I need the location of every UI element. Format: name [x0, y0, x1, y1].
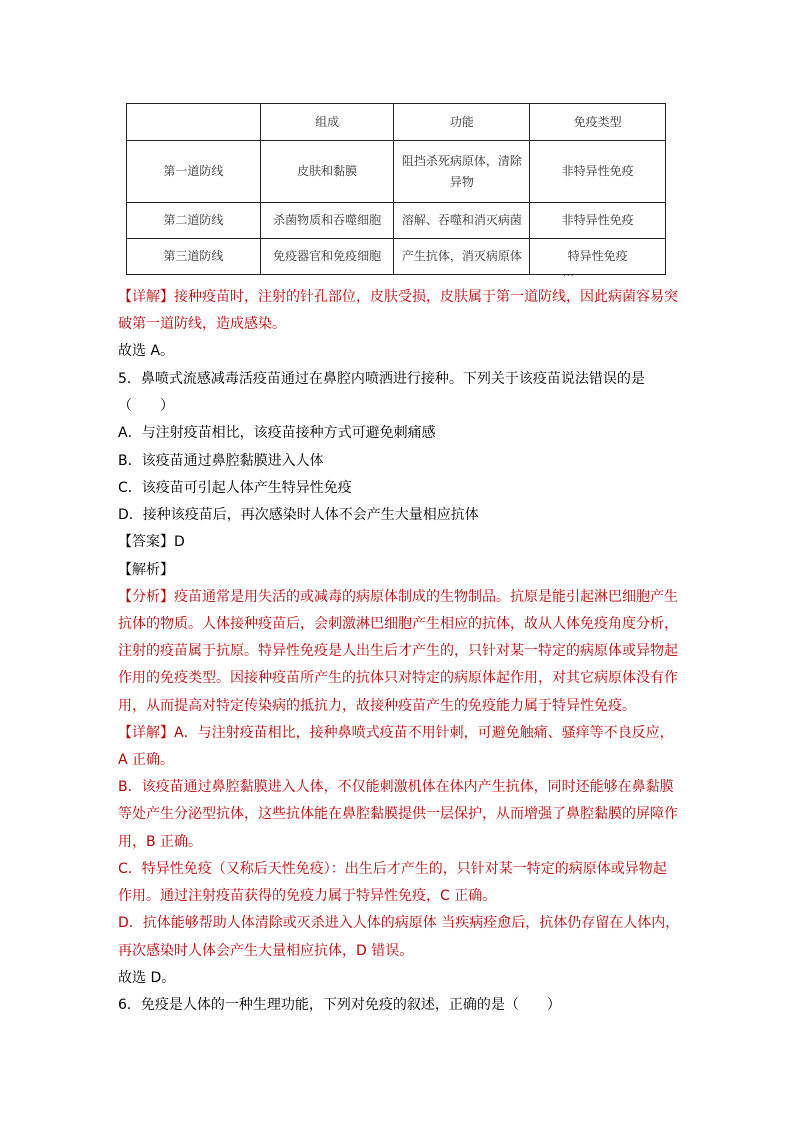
detail-tag: 【详解】	[118, 289, 174, 305]
table-row	[127, 203, 666, 239]
table-cell: 溶解、吞噬和消灭病菌	[394, 203, 530, 239]
q5-answer: 【答案】D	[118, 534, 185, 550]
q5-detail-line: 作用。通过注射疫苗获得的免疫力属于特异性免疫，C 正确。	[118, 888, 497, 904]
q5-detail-line: D．抗体能够帮助人体清除或灭杀进入人体的病原体 当疾病痊愈后，抗体仍存留在人体内，	[118, 915, 680, 931]
q5-detail-line: 等处产生分泌型抗体，这些抗体能在鼻腔黏膜提供一层保护，从而增强了鼻腔黏膜的屏障作	[118, 806, 678, 822]
q5-detail-line: A 正确。	[118, 752, 175, 768]
table-cell: 第一道防线	[127, 141, 261, 203]
table-cell: 第三道防线	[127, 239, 261, 275]
q5-stem: 5．鼻喷式流感减毒活疫苗通过在鼻腔内喷洒进行接种。下列关于该疫苗说法错误的是	[118, 371, 645, 387]
table-row	[127, 239, 666, 275]
table-cell: 杀菌物质和吞噬细胞	[260, 203, 394, 239]
q5-fenxi-line: 注射的疫苗属于抗原。特异性免疫是人出生后才产生的，只针对某一特定的病原体或异物起	[118, 643, 678, 659]
table-header-cell: 组成	[260, 104, 394, 141]
table-cell: 皮肤和黏膜	[260, 141, 394, 203]
q4-conclusion: 故选 A。	[118, 343, 175, 359]
q5-detail-line: B．该疫苗通过鼻腔黏膜进入人体，不仅能刺激机体在体内产生抗体，同时还能够在鼻黏膜	[118, 779, 674, 795]
q5-analysis-tag: 【解析】	[118, 562, 174, 578]
function-line: 阻挡杀死病原体，清除	[401, 153, 522, 168]
table-row	[127, 141, 666, 203]
defense-lines-table	[126, 103, 666, 275]
detail-tag: 【详解】	[118, 725, 174, 741]
table-cell: 产生抗体，消灭病原体	[394, 239, 530, 275]
table-header-row	[127, 104, 666, 141]
table-header-cell: 功能	[394, 104, 530, 141]
q5-conclusion: 故选 D。	[118, 970, 176, 986]
q5-fenxi-line: 用，从而提高对特定传染病的抵抗力，故接种疫苗产生的免疫能力属于特异性免疫。	[118, 698, 636, 714]
q5-option-a: A．与注射疫苗相比，该疫苗接种方式可避免刺痛感	[118, 425, 436, 441]
table-header-cell	[127, 104, 261, 141]
detail-text: A．与注射疫苗相比，接种鼻喷式疫苗不用针刺，可避免触痛、骚痒等不良反应，	[174, 725, 674, 741]
table-cell: 免疫器官和免疫细胞	[260, 239, 394, 275]
q6-stem: 6．免疫是人体的一种生理功能，下列对免疫的叙述，正确的是（ ）	[118, 997, 561, 1013]
q5-detail-line: 用，B 正确。	[118, 834, 203, 850]
table-cell: 第二道防线	[127, 203, 261, 239]
fenxi-tag: 【分析】	[118, 589, 174, 605]
q5-fenxi-line	[118, 587, 678, 607]
q4-detail-line	[118, 287, 678, 307]
q5-stem-blank: （ ）	[118, 398, 174, 414]
table-header-cell: 免疫类型	[530, 104, 666, 141]
q5-option-b: B．该疫苗通过鼻腔黏膜进入人体	[118, 453, 324, 469]
q5-option-d: D．接种该疫苗后，再次感染时人体不会产生大量相应抗体	[118, 507, 479, 523]
q4-detail-line: 破第一道防线，造成感染。	[118, 316, 286, 332]
q5-detail-line: C．特异性免疫（又称后天性免疫）：出生后才产生的，只针对某一特定的病原体或异物起	[118, 861, 667, 877]
table-cell	[394, 141, 530, 203]
table-cell: 特异性免疫	[530, 239, 666, 275]
table-cell: 非特异性免疫	[530, 141, 666, 203]
table-cell: 非特异性免疫	[530, 203, 666, 239]
q5-option-c: C．该疫苗可引起人体产生特异性免疫	[118, 480, 352, 496]
q5-detail-line	[118, 723, 674, 743]
function-line: 异物	[449, 174, 474, 189]
q5-fenxi-line: 作用的免疫类型。因接种疫苗所产生的抗体只对特定的病原体起作用，对其它病原体没有作	[118, 670, 678, 686]
fenxi-text: 疫苗通常是用失活的或减毒的病原体制成的生物制品。抗原是能引起淋巴细胞产生	[174, 589, 678, 605]
q5-detail-line: 再次感染时人体会产生大量相应抗体，D 错误。	[118, 943, 414, 959]
q4-detail-text: 接种疫苗时，注射的针孔部位，皮肤受损，皮肤属于第一道防线，因此病菌容易突	[174, 289, 678, 305]
q5-fenxi-line: 抗体的物质。人体接种疫苗后，会刺激淋巴细胞产生相应的抗体，故从人体免疫角度分析，	[118, 616, 678, 632]
table-ellipsis: ...	[563, 269, 575, 279]
